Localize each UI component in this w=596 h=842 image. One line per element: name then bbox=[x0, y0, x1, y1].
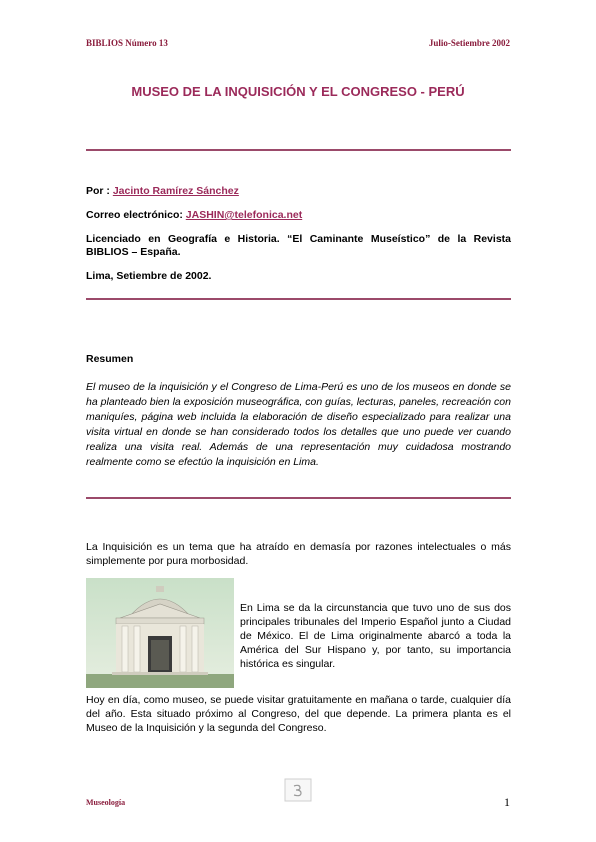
running-header-right: Julio-Setiembre 2002 bbox=[428, 38, 510, 48]
article-title: MUSEO DE LA INQUISICIÓN Y EL CONGRESO - PERÚ bbox=[131, 84, 465, 99]
running-header-left: BIBLIOS Número 13 bbox=[86, 38, 168, 48]
divider-rule bbox=[86, 497, 511, 499]
author-credentials: Licenciado en Geografía e Historia. “El Caminante Museístico” de la Revista BIBLIOS – España. bbox=[86, 233, 511, 258]
body-paragraph: La Inquisición es un tema que ha atraído en demasía por razones intelectuales o más simplemente por pura morbosidad. bbox=[86, 541, 511, 567]
divider-rule bbox=[86, 149, 511, 151]
body-paragraph: Hoy en día, como museo, se puede visitar gratuitamente en mañana o tarde, cualquier día del año. Esta situado próximo al Congreso, del que depende. La primera planta es el Museo de la Inquisición y la segunda del Congreso. bbox=[86, 694, 511, 734]
divider-rule bbox=[86, 298, 511, 300]
footer-section-label: Museología bbox=[86, 798, 126, 807]
author-link[interactable]: Jacinto Ramírez Sánchez bbox=[112, 185, 239, 197]
email-label: Correo electrónico: bbox=[86, 209, 186, 221]
abstract-text: El museo de la inquisición y el Congreso de Lima-Perú es uno de los museos en donde se ha planteado bien la exposición museográfica, con guías, lecturas, paneles, recreación con maniquíes, página web incluida la elaboración de diseño especializado para realizar una visita virtual en donde se han considerado todos los detalles que uno puede ver cuando realiza una visita real. Además de una representación muy cuidadosa mostrando realmente como se efectúo la inquisición en Lima. bbox=[86, 381, 511, 468]
author-line bbox=[86, 185, 511, 198]
page-number: 1 bbox=[504, 795, 510, 809]
email-link[interactable]: JASHIN@telefonica.net bbox=[185, 209, 303, 221]
place-date: Lima, Setiembre de 2002. bbox=[86, 270, 212, 282]
abstract-heading: Resumen bbox=[86, 353, 134, 365]
page-corner-logo-icon bbox=[284, 778, 312, 802]
museum-building-illustration bbox=[86, 578, 234, 688]
author-prefix: Por : bbox=[86, 185, 113, 197]
email-line bbox=[86, 209, 511, 222]
body-paragraph: En Lima se da la circunstancia que tuvo uno de sus dos principales tribunales del Imperio Español junto a Ciudad de México. El de Lima originalmente abarcó a toda la América del Sur Hispano y, por tanto, su importancia histórica es singular. bbox=[240, 602, 511, 670]
